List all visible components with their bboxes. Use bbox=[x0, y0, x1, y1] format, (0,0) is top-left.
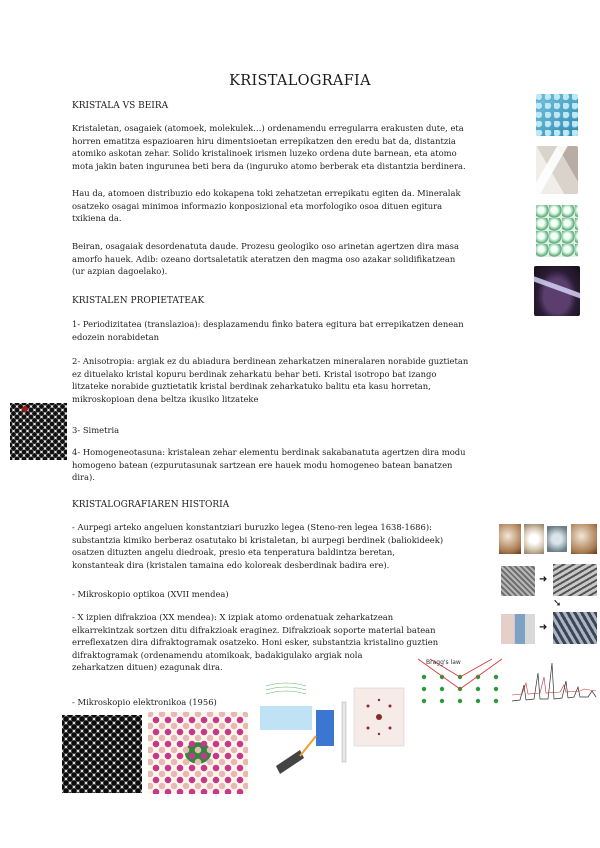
crystal-photo bbox=[524, 524, 544, 554]
text-line: difraktogramak (ordenamendu atomikoak, badakigulako argiak nola bbox=[72, 649, 363, 660]
volcanic-glass-image bbox=[534, 266, 580, 316]
text-line: - Aurpegi arteko angeluen konstantziari buruzko legea (Steno-ren legea 1638-1686): bbox=[72, 522, 432, 532]
atomic-lattice-image bbox=[10, 403, 67, 460]
text-line: Hau da, atomoen distribuzio edo kokapena toki zehatzetan errepikatu egiten da. Mineralak bbox=[72, 188, 461, 198]
text-line: atomiko askotan zehar. Solido kristalinoek irismen luzeko ordena dute barnean, eta atomo bbox=[72, 148, 457, 159]
paragraph-kristalak bbox=[72, 122, 466, 172]
text-line: horren ematitza espazioaren hiru dimentsioetan errepikatzen den eredu bat da, distantzia bbox=[72, 135, 456, 146]
section-heading-propietateak: KRISTALEN PROPIETATEAK bbox=[72, 296, 205, 306]
cubic-crystal-model-image bbox=[536, 94, 578, 136]
diffractogram-chart bbox=[510, 655, 598, 705]
crystal-photo bbox=[571, 524, 597, 554]
text-line: - X izpien difrakzioa (XX mendea): X izpiak atomo ordenatuak zeharkatzean bbox=[72, 612, 394, 622]
text-line: osatzeko osagai minimoa informazio konposizional eta morfologiko osoa dituen egitura bbox=[72, 200, 443, 211]
arrow-right-icon: ➜ bbox=[539, 574, 548, 585]
text-line: substantzia kimiko berberaz osatutako bi kristaletan, bi aurpegi berdinek (baliokideek) bbox=[72, 534, 444, 545]
history-xray-diffraction bbox=[72, 611, 438, 674]
paragraph-beiran bbox=[72, 240, 459, 278]
text-line: dira). bbox=[72, 472, 95, 483]
crystal-block bbox=[316, 710, 334, 746]
text-line: 2- Anisotropia: argiak ez du abiadura berdinean zeharkatzen mineralaren norabide guztietan bbox=[72, 356, 469, 366]
thin-section-image bbox=[553, 564, 597, 596]
crystal-photo bbox=[547, 526, 567, 552]
property-simetria: 3- Simetria bbox=[72, 425, 120, 435]
sphere-packing-model-image bbox=[536, 205, 578, 257]
text-line: 4- Homogeneotasuna: kristalean zehar elementu berdinak sakabanatuta agertzen dira modu bbox=[72, 447, 466, 457]
detector-plate bbox=[342, 702, 346, 762]
history-steno-law bbox=[72, 521, 443, 571]
text-line: zeharkatzen dituen) ezagunak dira. bbox=[72, 662, 223, 673]
page-title: KRISTALOGRAFIA bbox=[229, 73, 371, 89]
thin-section-image bbox=[501, 614, 535, 644]
text-line: amorfo hauek. Adib: ozeano dortsaletatik ateratzen den magma oso azakar solidifikatzean bbox=[72, 253, 456, 264]
electron-micrograph-image bbox=[62, 715, 142, 793]
crystal-microscopy-collage bbox=[499, 522, 599, 646]
text-line: Kristaletan, osagaiek (atomoek, molekulek…) ordenamendu erregularra erakusten dute, eta bbox=[72, 123, 464, 133]
text-line: Beiran, osagaiak desordenatuta daude. Prozesu geologiko oso arinetan agertzen dira masa bbox=[72, 241, 459, 251]
arrow-down-left-icon: ➘ bbox=[553, 598, 562, 609]
text-line: litzateke norabide guztietatik kristal berdinak zeharkatuko balitu eta kasu horretan, bbox=[72, 381, 431, 392]
section-heading-historia: KRISTALOGRAFIAREN HISTORIA bbox=[72, 500, 230, 510]
text-line: erreflexatzen dira difraktogramak osatzeko. Honi esker, substantzia kristalino guztien bbox=[72, 637, 439, 648]
text-line: mikroskopioan dena beltza ikusiko litzateke bbox=[72, 393, 259, 404]
highlight-atom-marker bbox=[22, 406, 28, 412]
text-line: (ur azpian dagoelako). bbox=[72, 266, 168, 277]
arrow-right-icon: ➜ bbox=[539, 622, 548, 633]
text-line: edozein norabidetan bbox=[72, 331, 160, 342]
bragg-label: Bragg's law bbox=[426, 659, 461, 666]
property-homogeneotasuna bbox=[72, 446, 466, 484]
bragg-law-diagram bbox=[412, 655, 504, 705]
text-line: txikiena da. bbox=[72, 213, 122, 224]
molecular-structure-image bbox=[148, 712, 248, 794]
text-line: ez dituelako kristal kopuru berdinak zeharkatu behar beti. Kristal isotropo bat izango bbox=[72, 368, 437, 379]
xray-diffraction-setup-diagram bbox=[256, 680, 408, 780]
sample-holder bbox=[260, 706, 312, 730]
property-anisotropia bbox=[72, 355, 468, 405]
thin-section-image bbox=[501, 566, 535, 596]
crystal-specimen-image bbox=[536, 146, 578, 194]
text-line: 1- Periodizitatea (translazioa): desplazamendu finko batera egitura bat errepikatzen denean bbox=[72, 319, 464, 329]
text-line: mota jakin baten ingurunea beti bera da (inguruko atomo berberak eta distantzia berdinera. bbox=[72, 160, 466, 171]
property-periodizitatea bbox=[72, 318, 464, 343]
section-heading-kristala-vs-beira: KRISTALA VS BEIRA bbox=[72, 101, 169, 111]
paragraph-hau-da bbox=[72, 187, 461, 225]
thin-section-image bbox=[553, 612, 597, 644]
text-line: homogeno batean (ezpurutasunak sartzean ere hauek modu homogeneo batean banatzen bbox=[72, 459, 453, 470]
history-optical-microscope: - Mikroskopio optikoa (XVII mendea) bbox=[72, 589, 229, 599]
text-line: konstanteak dira (kristalen tamaina edo koloreak desberdinak badira ere). bbox=[72, 559, 390, 570]
history-electron-microscope: - Mikroskopio elektronikoa (1956) bbox=[72, 697, 217, 707]
text-line: elkarrekintzak sortzen ditu difrakzioak eraginez. Difrakzioak soporte material batean bbox=[72, 624, 436, 635]
crystal-photo bbox=[499, 524, 521, 554]
text-line: osatzen dituzten angelu diedroak, presio eta tenperatura baldintza beretan, bbox=[72, 547, 395, 558]
